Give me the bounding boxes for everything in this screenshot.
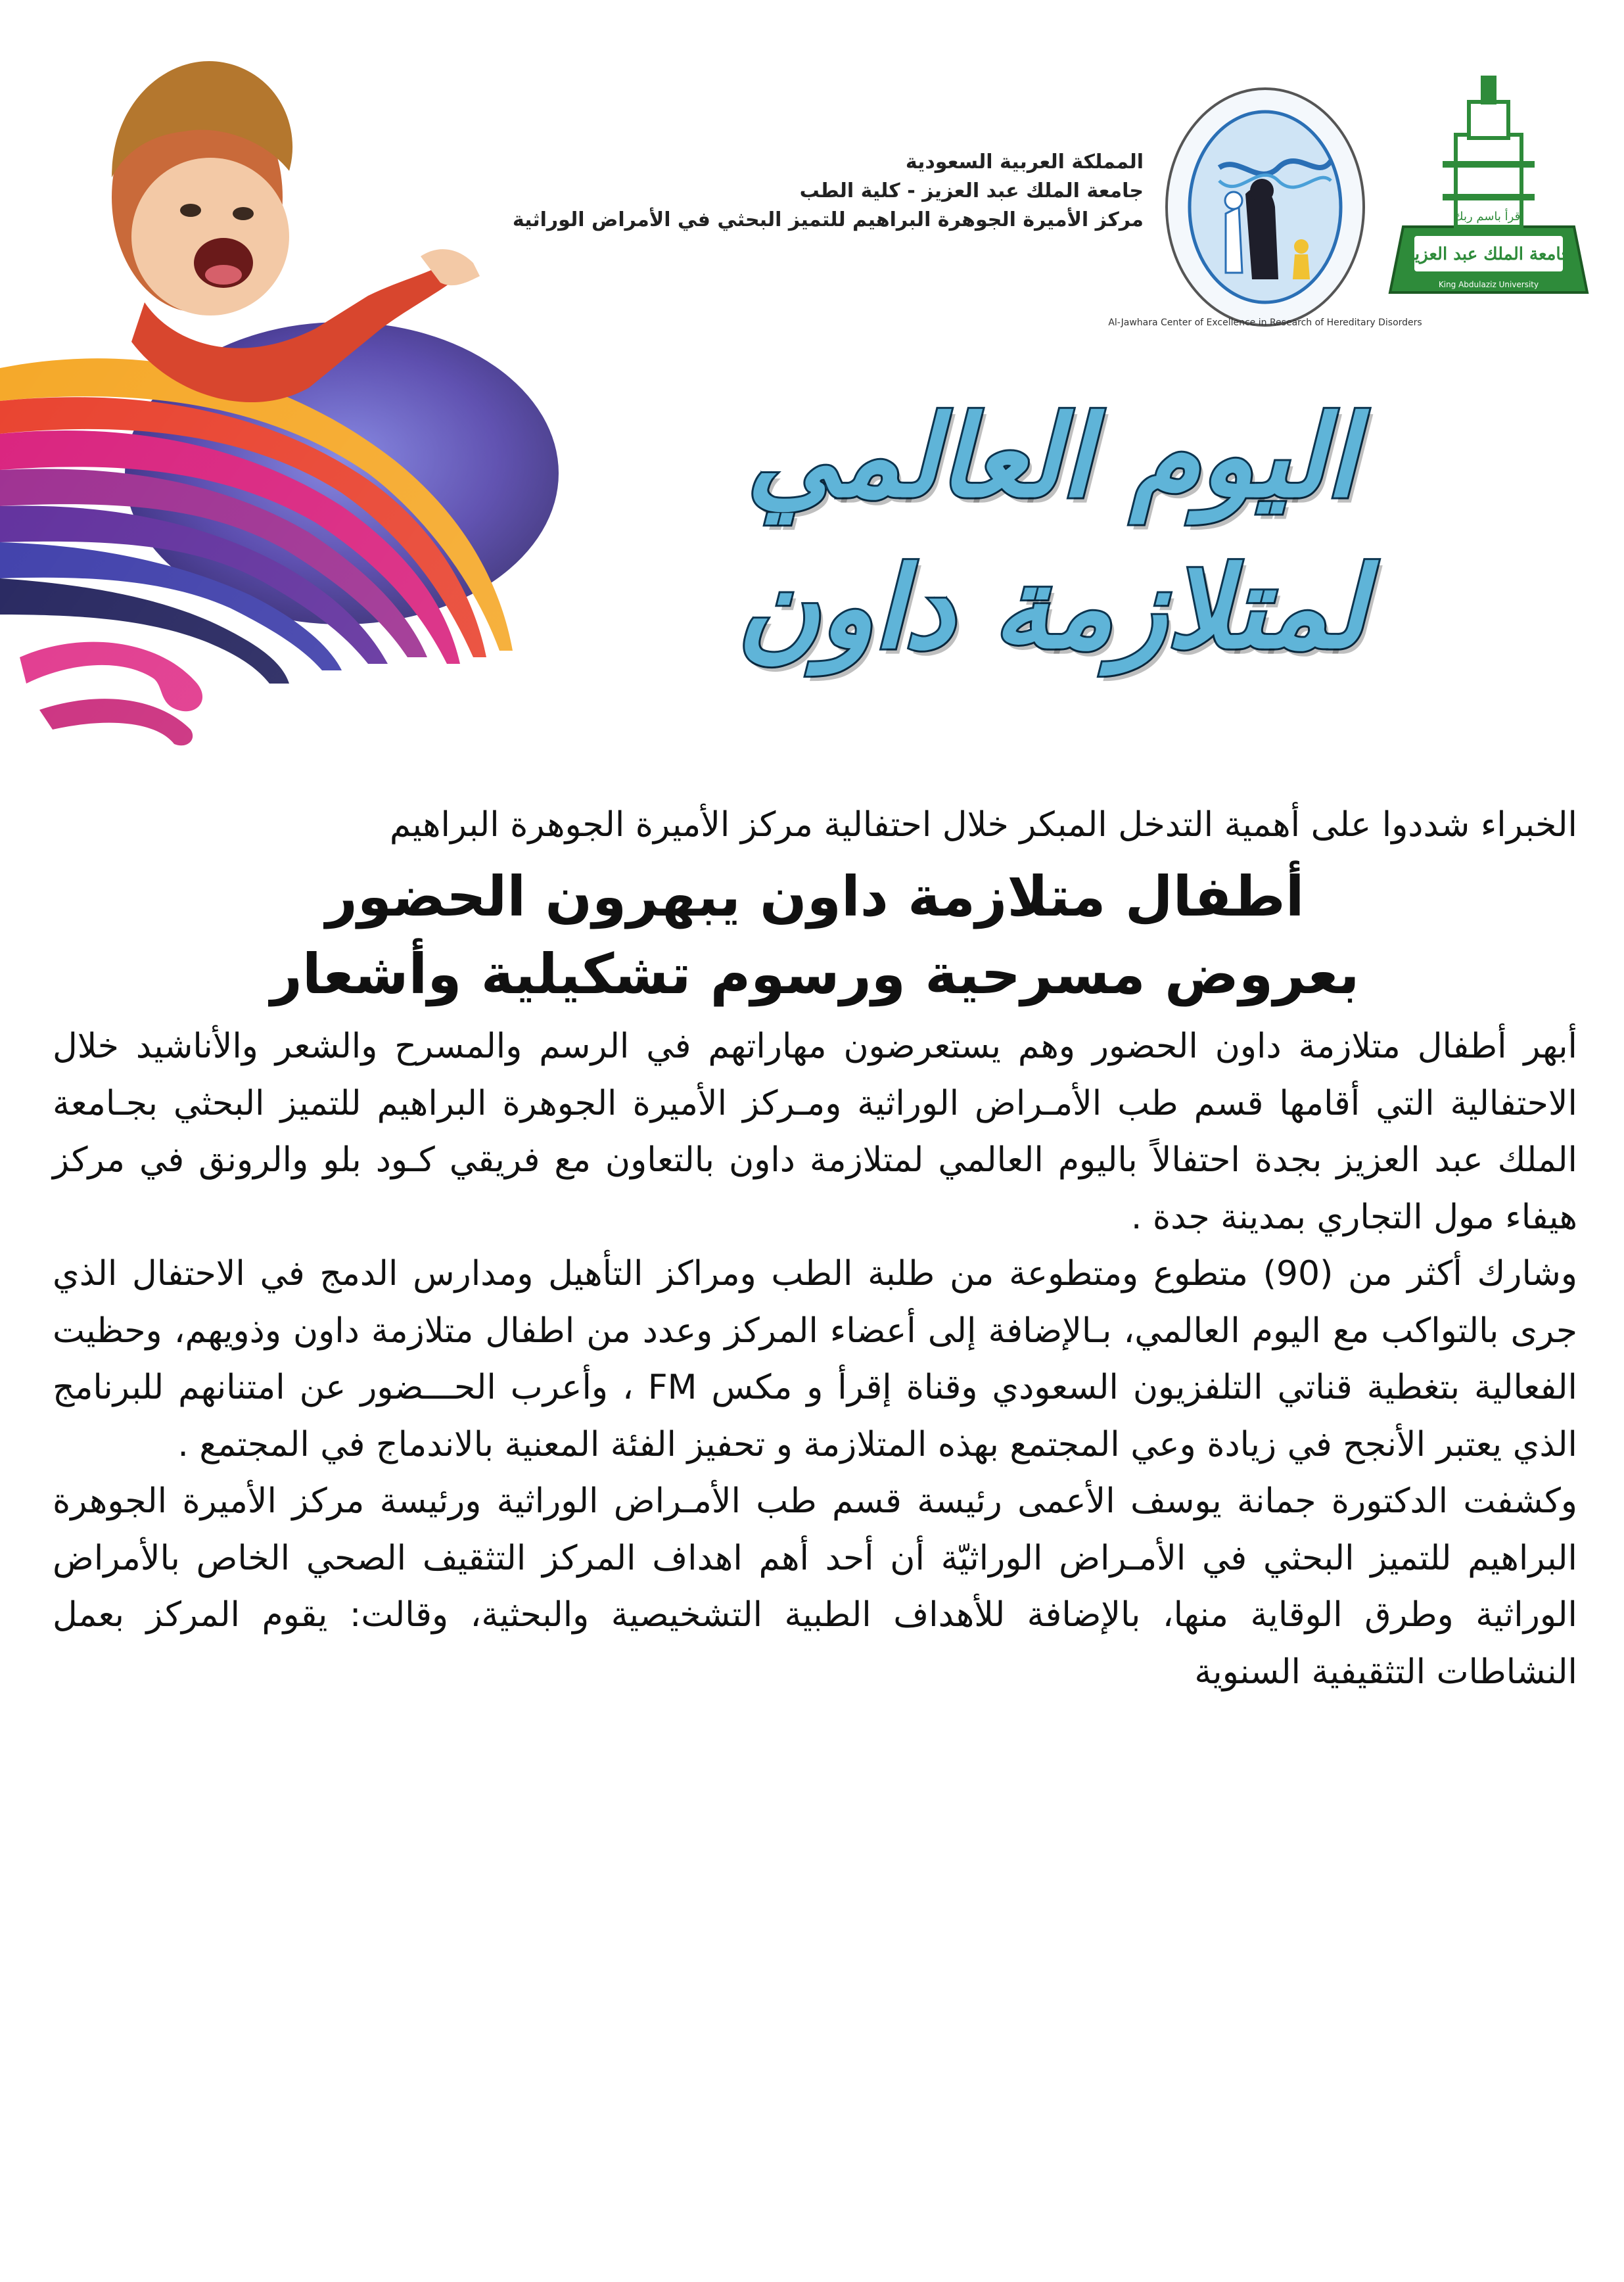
event-title-line1: اليوم العالمي xyxy=(747,391,1357,523)
rainbow-swirl-decoration xyxy=(0,0,592,822)
event-title xyxy=(657,381,1446,684)
university-logo-english: King Abdulaziz University xyxy=(1438,280,1539,289)
article-paragraph-3: وكشفت الدكتورة جمانة يوسف الأعمى رئيسة قسم طب الأمـراض الوراثية ورئيسة مركز الأميرة الجوهرة البراهيم للتميز البحثي في الأمـراض الوراثيّة أن أحد أهم اهداف المركز التثقيف الصحي الخاص بالأمراض الوراثية وطرق الوقاية منها، بالإضافة للأهداف الطبية التشخيصية والبحثية، وقالت: يقوم المركز بعمل النشاطات التثقيفية السنوية xyxy=(53,1481,1577,1692)
header-line-center: مركز الأميرة الجوهرة البراهيم للتميز البحثي في الأمراض الوراثية xyxy=(512,208,1144,231)
center-logo xyxy=(1108,82,1422,332)
university-logo-motto: اقرأ باسم ربك xyxy=(1453,210,1524,223)
article-paragraph-1: أبهر أطفال متلازمة داون الحضور وهم يستعرضون مهاراتهم في الرسم والمسرح والشعر والأناشيد خلال الاحتفالية التي أقامها قسم طب الأمـراض الوراثية ومـركز الأميرة الجوهرة البراهيم للتميز البحثي بجـامعة الملك عبد العزيز بجدة احتفالاً باليوم العالمي لمتلازمة داون بالتعاون مع فريقي كـود بلو والرونق في مركز هيفاء مول التجاري بمدينة جدة . xyxy=(53,1027,1577,1237)
article-paragraph-2: وشارك أكثر من (90) متطوع ومتطوعة من طلبة الطب ومراكز التأهيل ومدارس الدمج في الاحتفال الذي جرى بالتواكب مع اليوم العالمي، بـالإضافة إلى أعضاء المركز وعدد من اطفال متلازمة داون وذويهم، وحظيت الفعالية بتغطية قناتي التلفزيون السعودي وقناة إقرأ و مكس FM ، وأعرب الحـــضور عن امتنانهم للبرنامج الذي يعتبر الأنجح في زيادة وعي المجتمع بهذه المتلازمة و تحفيز الفئة المعنية بالاندماج في المجتمع . xyxy=(53,1254,1578,1464)
article-subhead: الخبراء شددوا على أهمية التدخل المبكر خلال احتفالية مركز الأميرة الجوهرة البراهيم xyxy=(389,805,1577,845)
institution-header xyxy=(486,148,1144,235)
header-line-kingdom: المملكة العربية السعودية xyxy=(905,151,1144,174)
article-headline-line1: أطفال متلازمة داون يبهرون الحضور xyxy=(325,864,1305,929)
article-headline-line2: بعروض مسرحية ورسوم تشكيلية وأشعار xyxy=(270,942,1360,1006)
header-line-university: جامعة الملك عبد العزيز - كلية الطب xyxy=(799,179,1144,202)
university-logo-name: جامعة الملك عبد العزيز xyxy=(1405,244,1572,264)
news-article xyxy=(53,799,1577,1700)
center-logo-ring-text: Al-Jawhara Center of Excellence in Research of Hereditary Disorders xyxy=(1108,317,1422,328)
event-title-line2: لمتلازمة داون xyxy=(737,542,1366,674)
university-logo xyxy=(1377,62,1600,325)
